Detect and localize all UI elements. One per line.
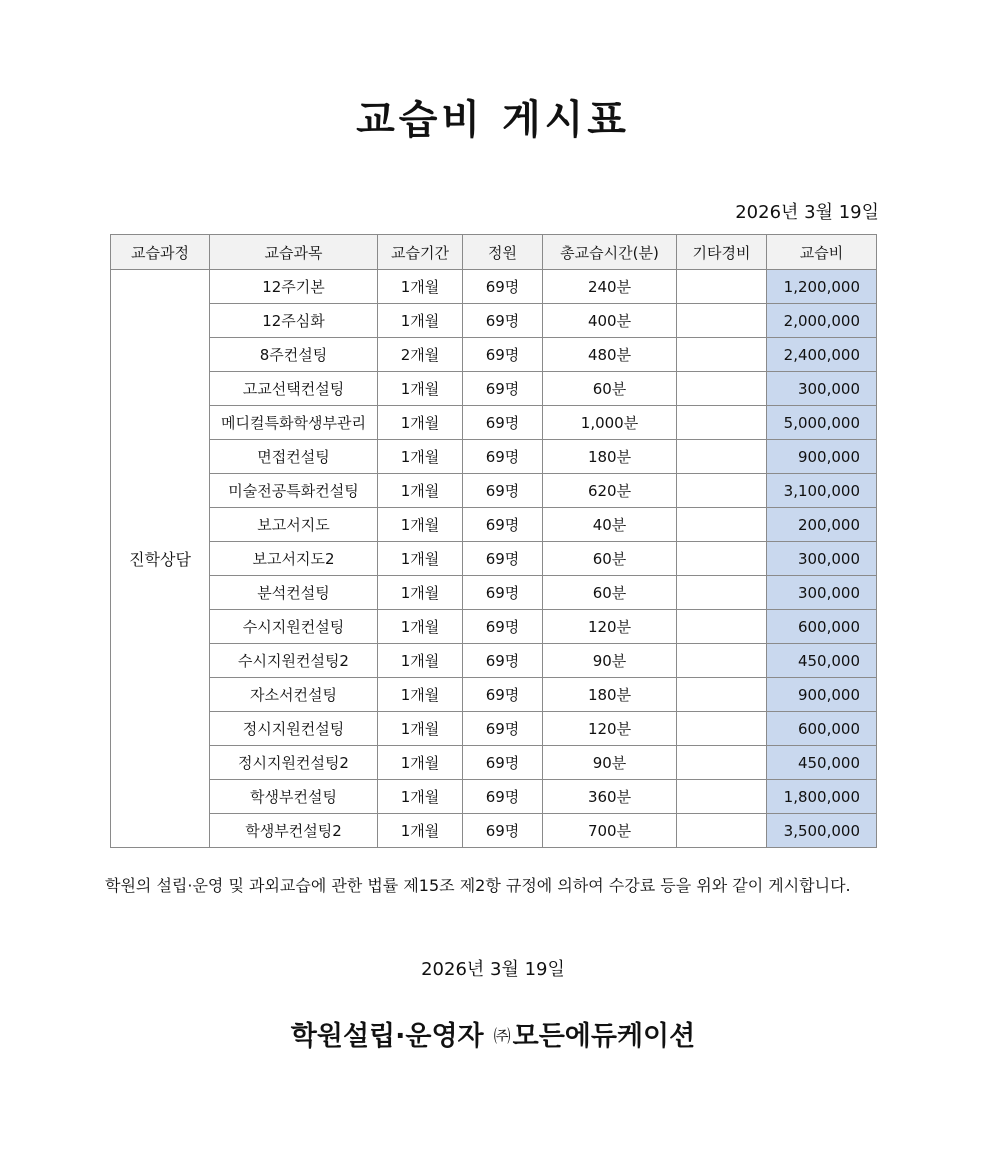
- cell-other-costs: [677, 542, 767, 576]
- cell-capacity: 69명: [463, 338, 543, 372]
- cell-period: 2개월: [378, 338, 463, 372]
- cell-capacity: 69명: [463, 270, 543, 304]
- cell-other-costs: [677, 610, 767, 644]
- table-row: [111, 746, 877, 780]
- table-row: [111, 610, 877, 644]
- cell-period: 1개월: [378, 372, 463, 406]
- table-row: [111, 576, 877, 610]
- legal-notice: 학원의 설립·운영 및 과외교습에 관한 법률 제15조 제2항 규정에 의하여 수강료 등을 위와 같이 게시합니다.: [105, 876, 851, 895]
- cell-capacity: 69명: [463, 440, 543, 474]
- table-row: [111, 270, 877, 304]
- cell-other-costs: [677, 338, 767, 372]
- cell-period: 1개월: [378, 814, 463, 848]
- cell-capacity: 69명: [463, 508, 543, 542]
- cell-capacity: 69명: [463, 372, 543, 406]
- cell-fee: 1,200,000: [767, 270, 877, 304]
- cell-capacity: 69명: [463, 304, 543, 338]
- cell-subject: 분석컨설팅: [210, 576, 378, 610]
- table-row: [111, 814, 877, 848]
- cell-other-costs: [677, 576, 767, 610]
- table-row: [111, 338, 877, 372]
- cell-subject: 정시지원컨설팅: [210, 712, 378, 746]
- cell-capacity: 69명: [463, 406, 543, 440]
- cell-period: 1개월: [378, 440, 463, 474]
- header-fee: 교습비: [767, 235, 877, 270]
- cell-fee: 600,000: [767, 712, 877, 746]
- cell-other-costs: [677, 644, 767, 678]
- cell-capacity: 69명: [463, 678, 543, 712]
- cell-other-costs: [677, 746, 767, 780]
- cell-period: 1개월: [378, 678, 463, 712]
- cell-period: 1개월: [378, 576, 463, 610]
- cell-total-hours: 180분: [543, 678, 677, 712]
- cell-period: 1개월: [378, 270, 463, 304]
- cell-other-costs: [677, 780, 767, 814]
- header-capacity: 정원: [463, 235, 543, 270]
- corporation-mark: ㈜: [493, 1027, 511, 1047]
- cell-subject: 정시지원컨설팅2: [210, 746, 378, 780]
- table-row: [111, 474, 877, 508]
- cell-capacity: 69명: [463, 780, 543, 814]
- cell-period: 1개월: [378, 304, 463, 338]
- cell-capacity: 69명: [463, 712, 543, 746]
- cell-period: 1개월: [378, 474, 463, 508]
- cell-other-costs: [677, 440, 767, 474]
- header-subject: 교습과목: [210, 235, 378, 270]
- cell-other-costs: [677, 372, 767, 406]
- cell-period: 1개월: [378, 508, 463, 542]
- cell-subject: 보고서지도2: [210, 542, 378, 576]
- cell-total-hours: 240분: [543, 270, 677, 304]
- cell-total-hours: 620분: [543, 474, 677, 508]
- posting-date-bottom: 2026년 3월 19일: [421, 959, 565, 980]
- cell-other-costs: [677, 406, 767, 440]
- operator-signature: [0, 1014, 986, 1053]
- table-row: [111, 678, 877, 712]
- cell-capacity: 69명: [463, 814, 543, 848]
- cell-capacity: 69명: [463, 474, 543, 508]
- cell-other-costs: [677, 270, 767, 304]
- cell-other-costs: [677, 508, 767, 542]
- cell-subject: 수시지원컨설팅2: [210, 644, 378, 678]
- cell-subject: 보고서지도: [210, 508, 378, 542]
- cell-fee: 900,000: [767, 678, 877, 712]
- table-row: [111, 508, 877, 542]
- cell-subject: 8주컨설팅: [210, 338, 378, 372]
- cell-subject: 수시지원컨설팅: [210, 610, 378, 644]
- table-header-row: [111, 235, 877, 270]
- cell-period: 1개월: [378, 542, 463, 576]
- cell-subject: 학생부컨설팅2: [210, 814, 378, 848]
- cell-fee: 450,000: [767, 746, 877, 780]
- cell-other-costs: [677, 304, 767, 338]
- table-row: [111, 440, 877, 474]
- cell-total-hours: 120분: [543, 610, 677, 644]
- cell-total-hours: 60분: [543, 542, 677, 576]
- cell-period: 1개월: [378, 644, 463, 678]
- cell-subject: 메디컬특화학생부관리: [210, 406, 378, 440]
- cell-other-costs: [677, 474, 767, 508]
- cell-fee: 3,100,000: [767, 474, 877, 508]
- cell-fee: 900,000: [767, 440, 877, 474]
- cell-course: 진학상담: [111, 270, 210, 848]
- cell-total-hours: 400분: [543, 304, 677, 338]
- cell-subject: 12주기본: [210, 270, 378, 304]
- cell-subject: 자소서컨설팅: [210, 678, 378, 712]
- cell-other-costs: [677, 712, 767, 746]
- cell-total-hours: 1,000분: [543, 406, 677, 440]
- cell-fee: 2,000,000: [767, 304, 877, 338]
- header-other-costs: 기타경비: [677, 235, 767, 270]
- cell-fee: 300,000: [767, 542, 877, 576]
- cell-capacity: 69명: [463, 542, 543, 576]
- cell-fee: 200,000: [767, 508, 877, 542]
- table-row: [111, 542, 877, 576]
- cell-total-hours: 90분: [543, 746, 677, 780]
- cell-subject: 12주심화: [210, 304, 378, 338]
- header-course: 교습과정: [111, 235, 210, 270]
- cell-fee: 5,000,000: [767, 406, 877, 440]
- cell-period: 1개월: [378, 610, 463, 644]
- cell-fee: 1,800,000: [767, 780, 877, 814]
- table-row: [111, 644, 877, 678]
- cell-period: 1개월: [378, 712, 463, 746]
- posting-date-top: 2026년 3월 19일: [735, 202, 879, 223]
- cell-subject: 학생부컨설팅: [210, 780, 378, 814]
- cell-fee: 450,000: [767, 644, 877, 678]
- page-title: 교습비 게시표: [356, 97, 630, 143]
- cell-period: 1개월: [378, 780, 463, 814]
- cell-fee: 3,500,000: [767, 814, 877, 848]
- cell-total-hours: 360분: [543, 780, 677, 814]
- cell-total-hours: 120분: [543, 712, 677, 746]
- cell-period: 1개월: [378, 746, 463, 780]
- table-row: [111, 712, 877, 746]
- cell-period: 1개월: [378, 406, 463, 440]
- cell-fee: 600,000: [767, 610, 877, 644]
- cell-capacity: 69명: [463, 576, 543, 610]
- tuition-fee-table: [110, 234, 877, 848]
- cell-capacity: 69명: [463, 644, 543, 678]
- cell-fee: 300,000: [767, 372, 877, 406]
- cell-total-hours: 40분: [543, 508, 677, 542]
- cell-total-hours: 60분: [543, 576, 677, 610]
- table-row: [111, 372, 877, 406]
- cell-other-costs: [677, 678, 767, 712]
- cell-capacity: 69명: [463, 610, 543, 644]
- cell-total-hours: 60분: [543, 372, 677, 406]
- cell-other-costs: [677, 814, 767, 848]
- cell-subject: 미술전공특화컨설팅: [210, 474, 378, 508]
- header-total-hours: 총교습시간(분): [543, 235, 677, 270]
- cell-total-hours: 480분: [543, 338, 677, 372]
- cell-fee: 300,000: [767, 576, 877, 610]
- header-period: 교습기간: [378, 235, 463, 270]
- company-name: 모든에듀케이션: [512, 1021, 696, 1052]
- table-row: [111, 780, 877, 814]
- cell-capacity: 69명: [463, 746, 543, 780]
- table-row: [111, 406, 877, 440]
- cell-subject: 고교선택컨설팅: [210, 372, 378, 406]
- cell-fee: 2,400,000: [767, 338, 877, 372]
- cell-total-hours: 180분: [543, 440, 677, 474]
- table-row: [111, 304, 877, 338]
- cell-total-hours: 700분: [543, 814, 677, 848]
- cell-total-hours: 90분: [543, 644, 677, 678]
- cell-subject: 면접컨설팅: [210, 440, 378, 474]
- signer-label: 학원설립·운영자: [290, 1021, 484, 1052]
- table-body: [111, 270, 877, 848]
